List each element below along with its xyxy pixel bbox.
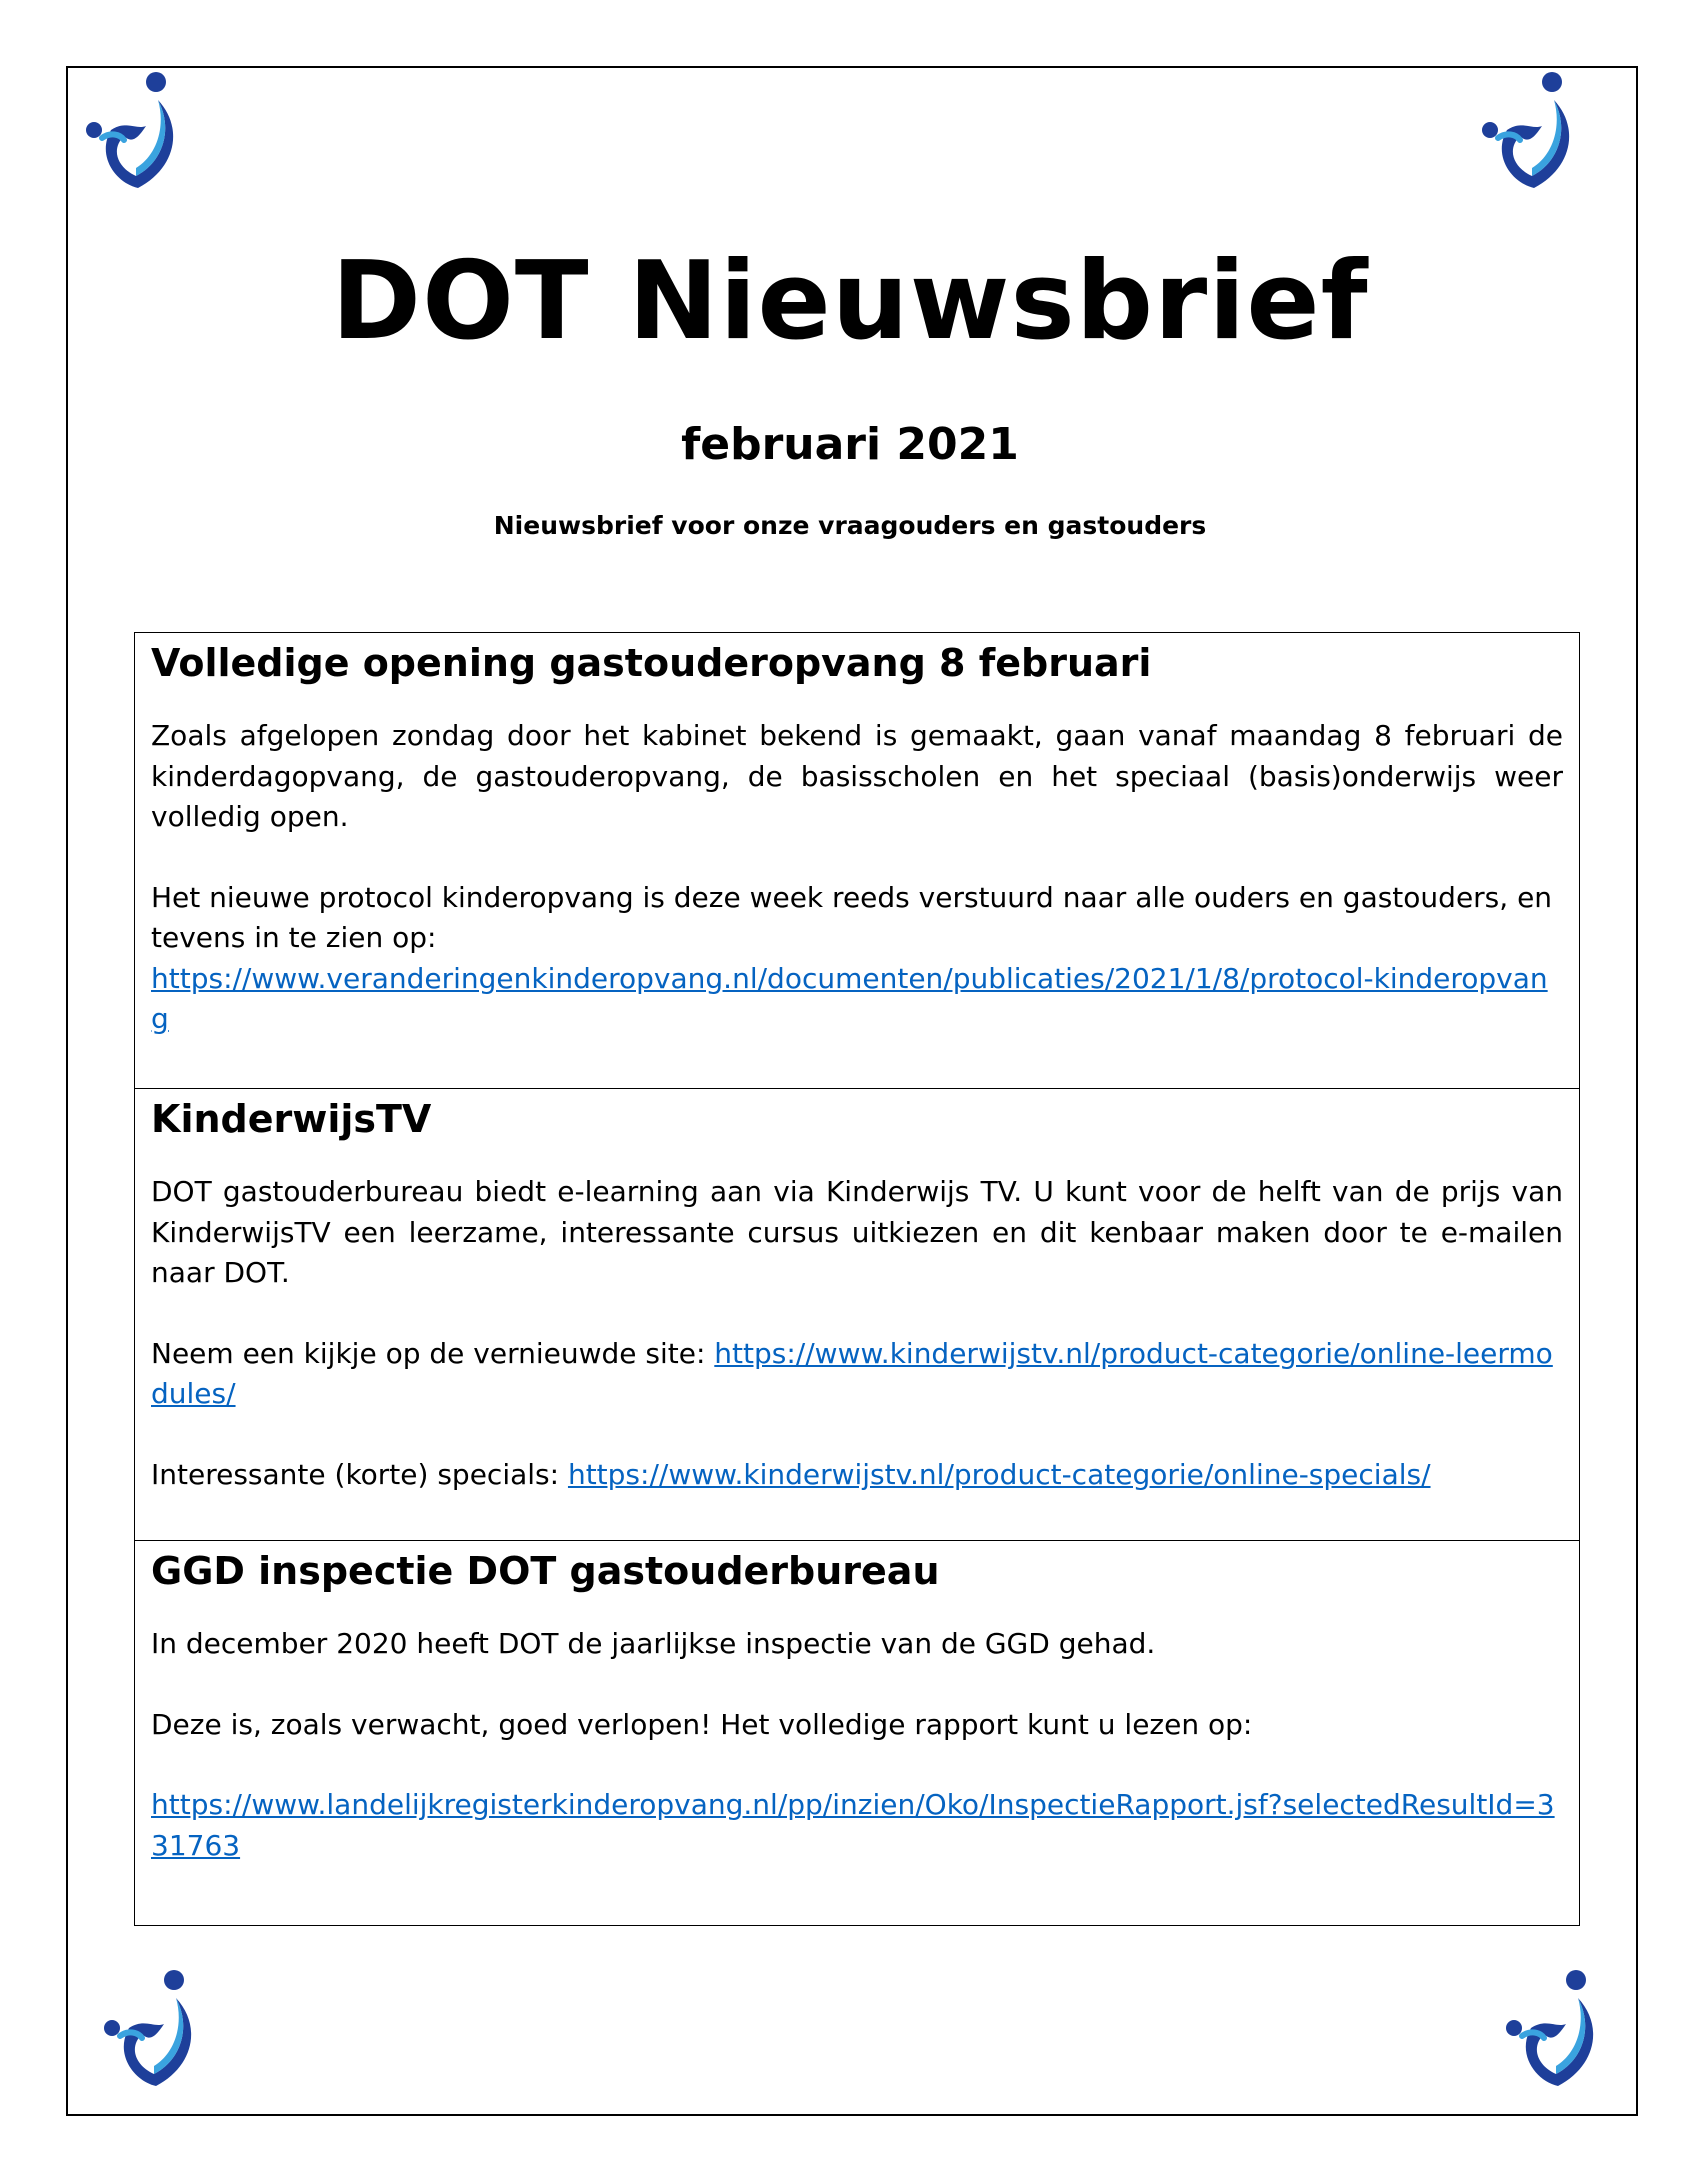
- inspectierapport-link[interactable]: https://www.landelijkregisterkinderopvang.nl/pp/inzien/Oko/InspectieRapport.jsf?selectedResultId=331763: [151, 1788, 1555, 1862]
- section-paragraph: [151, 1455, 1563, 1496]
- section-paragraph: In december 2020 heeft DOT de jaarlijkse inspectie van de GGD gehad.: [151, 1627, 1156, 1661]
- section-paragraph: [151, 1785, 1563, 1866]
- section-paragraph: Zoals afgelopen zondag door het kabinet bekend is gemaakt, gaan vanaf maandag 8 februari de kinderdagopvang, de gastouderopvang, de basisscholen en het speciaal (basis)onderwijs weer volledig open.: [151, 719, 1563, 834]
- newsletter-title: DOT Nieuwsbrief: [331, 239, 1369, 364]
- specials-link[interactable]: https://www.kinderwijstv.nl/product-categorie/online-specials/: [567, 1457, 1431, 1491]
- parent-child-heart-icon: [94, 1966, 204, 2096]
- section-opening: [135, 633, 1579, 1088]
- section-paragraph: Deze is, zoals verwacht, goed verlopen! Het volledige rapport kunt u lezen op:: [151, 1707, 1253, 1741]
- section-paragraph: DOT gastouderbureau biedt e-learning aan via Kinderwijs TV. U kunt voor de helft van de prijs van KinderwijsTV een leerzame, interessante cursus uitkiezen en dit kenbaar maken door te e-mailen naar DOT.: [151, 1175, 1563, 1290]
- section-title: Volledige opening gastouderopvang 8 februari: [151, 641, 1152, 685]
- section-paragraph: [151, 878, 1563, 1040]
- leermodules-link[interactable]: https://www.kinderwijstv.nl/product-categorie/online-leermodules/: [151, 1336, 1553, 1411]
- section-title: GGD inspectie DOT gastouderbureau: [151, 1549, 940, 1593]
- section-paragraph-text: Het nieuwe protocol kinderopvang is deze week reeds verstuurd naar alle ouders en gastouders, en tevens in te zien op:: [151, 880, 1553, 955]
- section-paragraph-text: Interessante (korte) specials:: [151, 1457, 568, 1491]
- newsletter-subtitle: Nieuwsbrief voor onze vraagouders en gastouders: [493, 511, 1207, 540]
- parent-child-heart-icon: [76, 68, 186, 198]
- section-paragraph: [151, 1334, 1563, 1415]
- section-paragraph-text: Neem een kijkje op de vernieuwde site:: [151, 1336, 715, 1370]
- section-kinderwijstv: [135, 1088, 1579, 1540]
- protocol-link[interactable]: https://www.veranderingenkinderopvang.nl/documenten/publicaties/2021/1/8/protocol-kinderopvang: [151, 961, 1548, 1036]
- section-ggd-inspectie: [135, 1540, 1579, 1925]
- newsletter-date: februari 2021: [681, 419, 1019, 470]
- section-title: KinderwijsTV: [151, 1097, 432, 1141]
- parent-child-heart-icon: [1496, 1966, 1606, 2096]
- content-table: [134, 632, 1580, 1926]
- parent-child-heart-icon: [1472, 68, 1582, 198]
